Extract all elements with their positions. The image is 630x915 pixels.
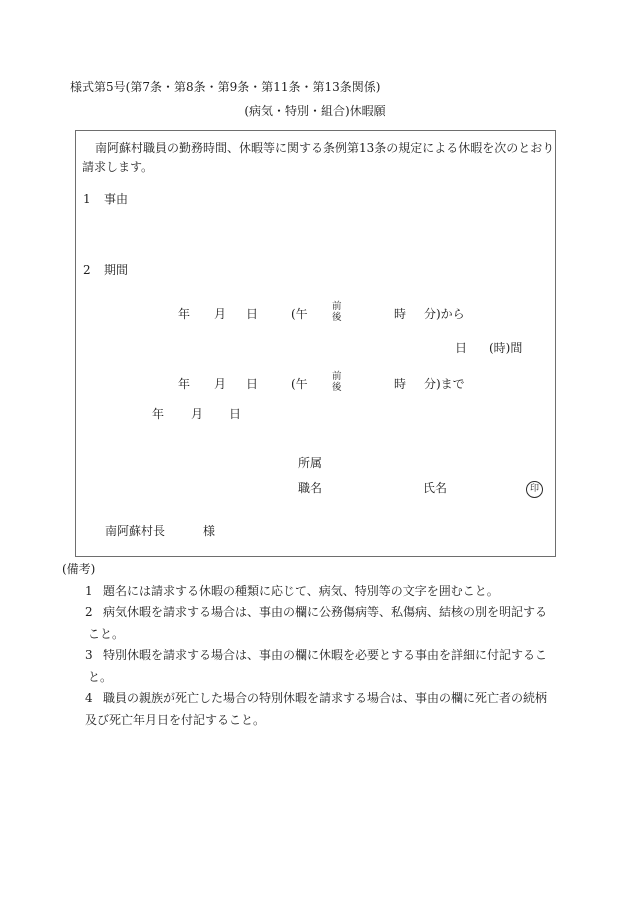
from-year-label: 年 <box>178 307 191 321</box>
intro-line-2: 請求します。 <box>82 160 154 174</box>
notes-header: (備考) <box>62 562 96 576</box>
page-title: (病気・特別・組合)休暇願 <box>244 104 386 118</box>
note-3-number: 3 <box>85 648 93 662</box>
item-reason-label: 事由 <box>104 192 129 206</box>
to-month-label: 月 <box>214 377 227 391</box>
to-hour-label: 時 <box>394 377 407 391</box>
note-1-line-1: 題名には請求する休暇の種類に応じて、病気、特別等の文字を囲むこと。 <box>103 584 499 598</box>
intro-line-1: 南阿蘇村職員の勤務時間、休暇等に関する条例第13条の規定による休暇を次のとおり <box>95 141 555 155</box>
duration-day-label: 日 <box>455 341 468 355</box>
note-2-number: 2 <box>85 605 93 619</box>
note-2-line-1: 病気休暇を請求する場合は、事由の欄に公務傷病等、私傷病、結核の別を明記する <box>103 605 548 619</box>
name-label: 氏名 <box>423 481 448 495</box>
from-ampm-open: (午 <box>291 307 308 321</box>
form-number: 様式第5号(第7条・第8条・第9条・第11条・第13条関係) <box>70 80 381 94</box>
request-date-month-label: 月 <box>191 407 204 421</box>
to-ampm-stack <box>332 371 342 393</box>
addressee-title: 南阿蘇村長 <box>105 524 166 538</box>
from-month-label: 月 <box>214 307 227 321</box>
from-minute-close: 分)から <box>424 307 465 321</box>
duration-hour-label: (時)間 <box>489 341 523 355</box>
to-minute-close: 分)まで <box>424 377 465 391</box>
to-year-label: 年 <box>178 377 191 391</box>
from-pm-label: 後 <box>332 312 342 323</box>
to-am-label: 前 <box>332 371 342 382</box>
item-period-label: 期間 <box>104 263 129 277</box>
to-day-label: 日 <box>246 377 259 391</box>
to-pm-label: 後 <box>332 382 342 393</box>
note-4-line-2: 及び死亡年月日を付記すること。 <box>85 713 266 727</box>
from-ampm-stack <box>332 301 342 323</box>
note-4-number: 4 <box>85 691 93 705</box>
request-date-day-label: 日 <box>229 407 242 421</box>
request-date-year-label: 年 <box>152 407 165 421</box>
note-3-line-1: 特別休暇を請求する場合は、事由の欄に休暇を必要とする事由を詳細に付記するこ <box>103 648 548 662</box>
seal-mark <box>526 481 543 498</box>
position-label: 職名 <box>298 481 323 495</box>
item-reason-number: 1 <box>83 192 91 206</box>
note-2-line-2: こと。 <box>88 627 125 641</box>
note-3-line-2: と。 <box>88 670 113 684</box>
seal-char: 印 <box>529 484 539 494</box>
from-day-label: 日 <box>246 307 259 321</box>
addressee-honorific: 様 <box>203 524 216 538</box>
to-ampm-open: (午 <box>291 377 308 391</box>
from-am-label: 前 <box>332 301 342 312</box>
from-hour-label: 時 <box>394 307 407 321</box>
item-period-number: 2 <box>83 263 91 277</box>
note-4-line-1: 職員の親族が死亡した場合の特別休暇を請求する場合は、事由の欄に死亡者の続柄 <box>103 691 548 705</box>
note-1-number: 1 <box>85 584 93 598</box>
affiliation-label: 所属 <box>298 456 323 470</box>
